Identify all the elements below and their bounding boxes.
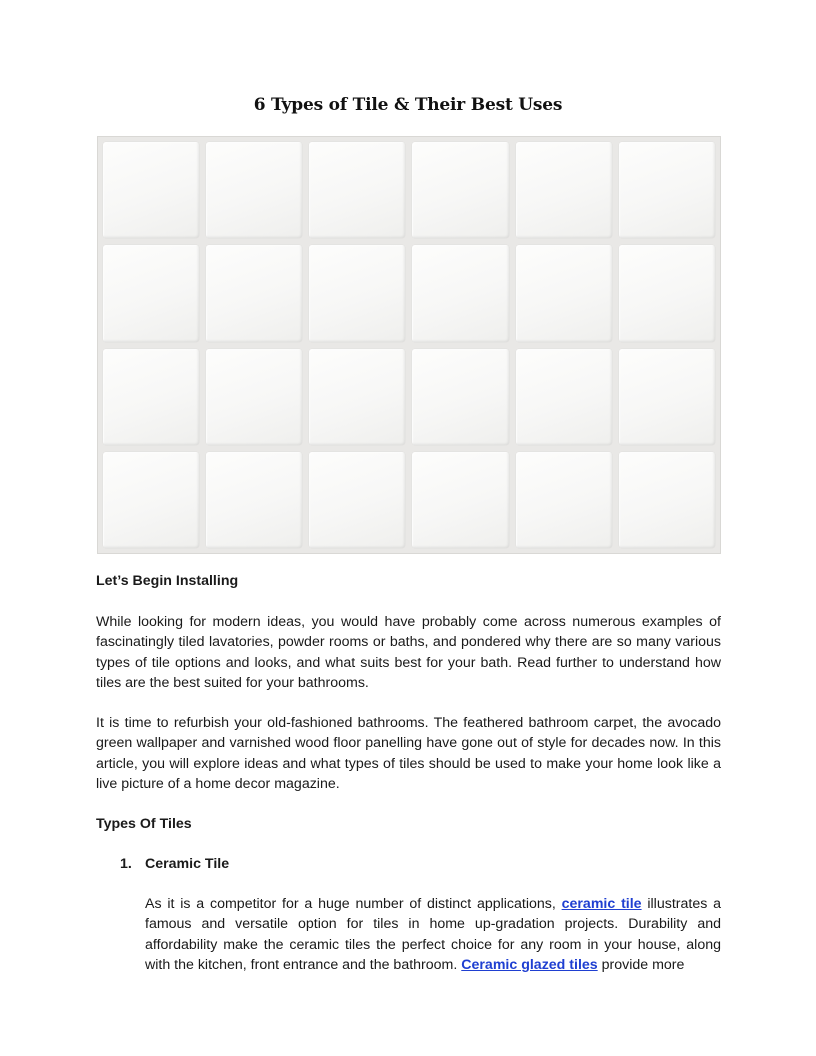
tile <box>412 142 508 238</box>
tile <box>309 245 405 341</box>
tile <box>516 349 612 445</box>
document-body <box>96 571 721 976</box>
tile <box>412 349 508 445</box>
document-title: 6 Types of Tile & Their Best Uses <box>253 95 563 115</box>
ceramic-paragraph <box>96 894 721 976</box>
tile <box>309 142 405 238</box>
ceramic-text-c: provide more <box>597 957 685 973</box>
ceramic-tile-link[interactable]: ceramic tile <box>561 895 642 912</box>
tile <box>516 142 612 238</box>
tile <box>103 349 199 445</box>
tile <box>206 452 302 548</box>
tile <box>619 452 715 548</box>
list-item-title: Ceramic Tile <box>145 856 230 872</box>
list-item-ceramic <box>96 854 721 875</box>
tile <box>103 452 199 548</box>
intro-paragraph: While looking for modern ideas, you would have probably come across numerous examples of fascinatingly tiled lavatories, powder rooms or baths, and pondered why there are so many various types of tile options and looks, and what suits best for your bath. Read further to understand how tiles are the best suited for your bathrooms. <box>96 613 721 691</box>
tile <box>412 245 508 341</box>
tile-wall-image <box>97 136 721 554</box>
tile <box>206 349 302 445</box>
ceramic-glazed-tiles-link[interactable]: Ceramic glazed tiles <box>461 957 598 973</box>
ceramic-text-b: illustrates a famous and versatile option for tiles in home up-gradation projects. Durability and affordability make the ceramic tiles the perfect choice for any room in your house, along with the kitchen, front entrance and the bathroom. <box>145 895 721 973</box>
tile <box>103 142 199 238</box>
tile <box>103 245 199 341</box>
tile <box>619 349 715 445</box>
tile <box>412 452 508 548</box>
tile <box>516 245 612 341</box>
tile <box>619 142 715 238</box>
tile <box>516 452 612 548</box>
ceramic-text-a: As it is a competitor for a huge number of distinct applications, <box>145 895 562 912</box>
section-heading-installing: Let’s Begin Installing <box>96 573 239 589</box>
tile <box>206 142 302 238</box>
tile <box>309 349 405 445</box>
tile <box>309 452 405 548</box>
list-number: 1. <box>120 856 132 872</box>
section-heading-types: Types Of Tiles <box>96 815 192 832</box>
refurbish-paragraph: It is time to refurbish your old-fashioned bathrooms. The feathered bathroom carpet, the avocado green wallpaper and varnished wood floor panelling have gone out of style for decades now. In this article, you will explore ideas and what types of tiles should be used to make your home look like a live picture of a home decor magazine. <box>96 714 721 792</box>
tile <box>206 245 302 341</box>
tile <box>619 245 715 341</box>
